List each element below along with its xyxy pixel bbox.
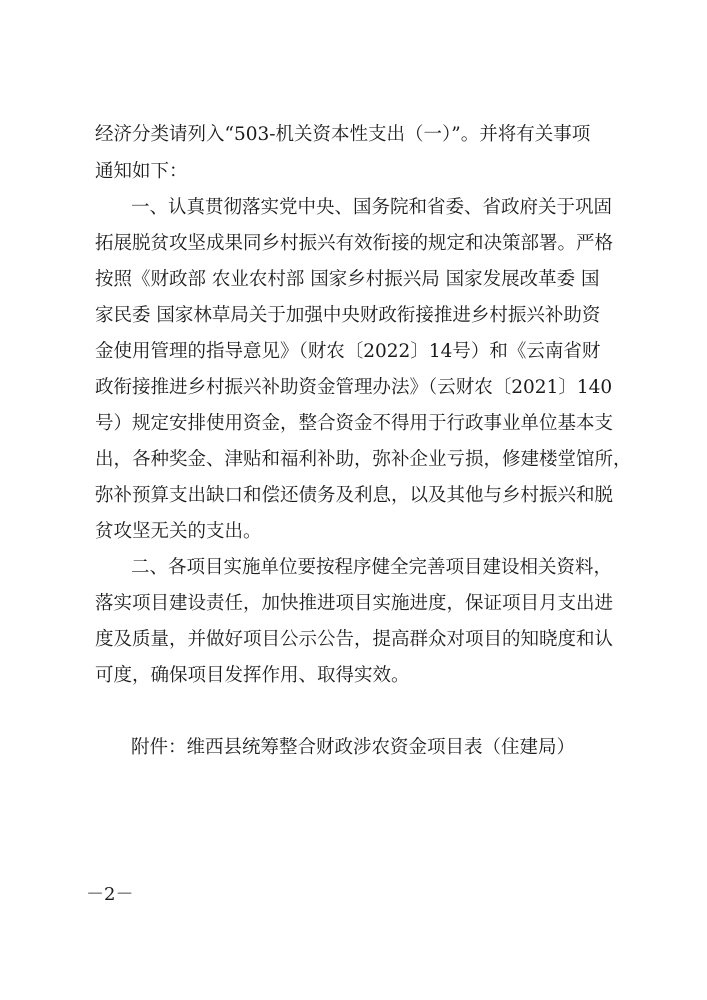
attachment-text: 附件：维西县统筹整合财政涉农资金项目表（住建局）: [131, 737, 576, 758]
text-line-content: 按照《财政部 农业农村部 国家乡村振兴局 国家发展改革委 国: [95, 269, 600, 290]
text-line-content: 政衔接推进乡村振兴补助资金管理办法》（云财农〔2021〕140: [95, 377, 613, 398]
text-line-content: 出，各种奖金、津贴和福利补助，弥补企业亏损，修建楼堂馆所，: [95, 449, 632, 470]
text-line-content: 一、认真贯彻落实党中央、国务院和省委、省政府关于巩固: [131, 197, 613, 218]
text-line-content: 金使用管理的指导意见》（财农〔2022〕14号）和《云南省财: [95, 341, 601, 362]
text-line-content: 可度，确保项目发挥作用、取得实效。: [95, 665, 410, 686]
text-line-content: 度及质量，并做好项目公示公告，提高群众对项目的知晓度和认: [95, 629, 614, 650]
text-line-content: 家民委 国家林草局关于加强中央财政衔接推进乡村振兴补助资: [95, 305, 601, 326]
text-line-content: 号）规定安排使用资金，整合资金不得用于行政事业单位基本支: [95, 413, 614, 434]
text-line-content: 贫攻坚无关的支出。: [95, 521, 262, 542]
text-line-content: 通知如下：: [95, 161, 188, 182]
text-line-content: 落实项目建设责任，加快推进项目实施进度，保证项目月支出进: [95, 593, 614, 614]
page-number: －2－: [86, 884, 134, 905]
text-line-content: 拓展脱贫攻坚成果同乡村振兴有效衔接的规定和决策部署。严格: [95, 233, 614, 254]
text-line-content: 二、各项目实施单位要按程序健全完善项目建设相关资料，: [131, 557, 613, 578]
text-line-content: 经济分类请列入“503-机关资本性支出（一）”。并将有关事项: [95, 124, 591, 145]
text-line-content: 弥补预算支出缺口和偿还债务及利息，以及其他与乡村振兴和脱: [95, 485, 614, 506]
